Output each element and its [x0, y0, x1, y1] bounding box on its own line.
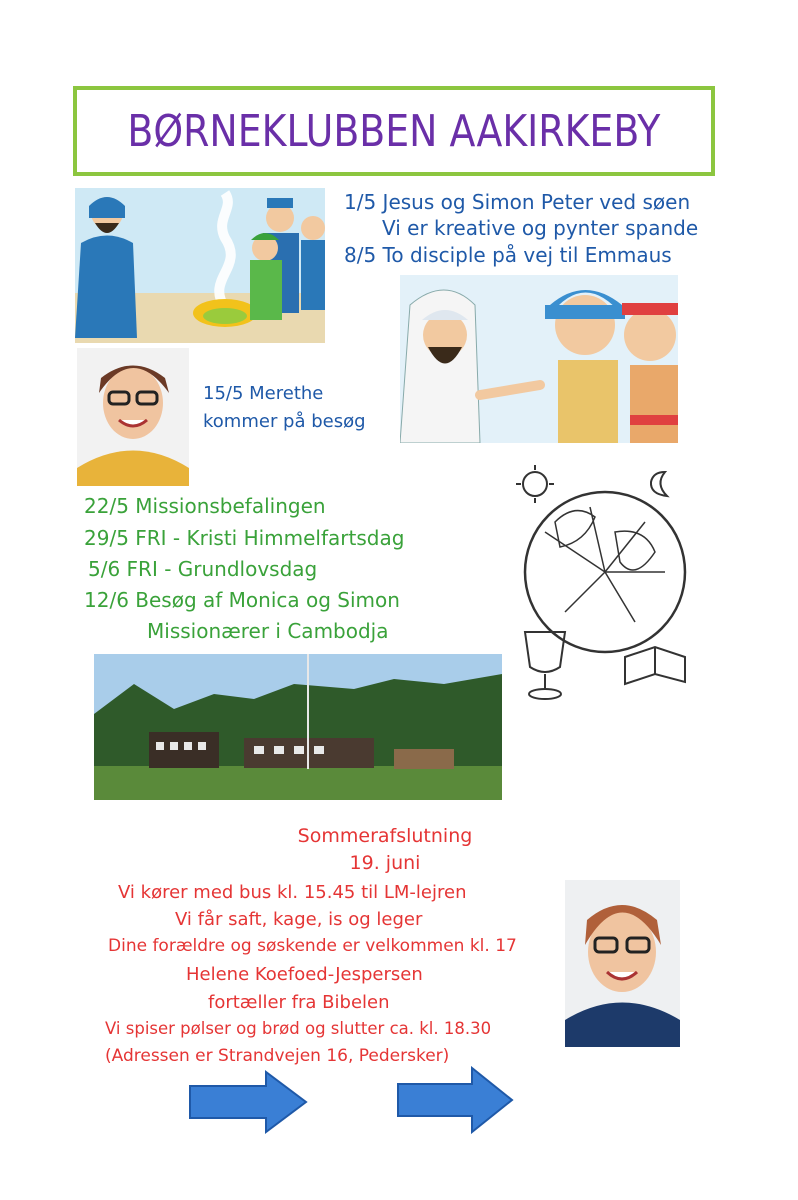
schedule-item-4: 29/5 FRI - Kristi Himmelfartsdag	[84, 526, 405, 550]
summer-line-5: fortæller fra Bibelen	[208, 992, 390, 1013]
arrow-right-icon	[396, 1066, 514, 1134]
title-banner	[73, 86, 715, 176]
summer-line-3: Dine forældre og søskende er velkommen kl. 17	[108, 936, 517, 956]
schedule-item-2: 8/5 To disciple på vej til Emmaus	[344, 243, 672, 267]
camp-photo	[94, 654, 502, 800]
summer-date: 19. juni	[349, 852, 421, 874]
helene-photo	[565, 880, 680, 1047]
cartoon-jesus-fire-image	[75, 188, 325, 343]
schedule-item-1: 1/5 Jesus og Simon Peter ved søen	[344, 190, 691, 214]
schedule-item-6: 12/6 Besøg af Monica og Simon	[84, 588, 400, 612]
visit-line-1: 15/5 Merethe	[203, 383, 324, 404]
schedule-item-6-note: Missionærer i Cambodja	[147, 619, 389, 643]
schedule-item-1-note: Vi er kreative og pynter spande	[382, 216, 699, 240]
summer-section	[160, 823, 610, 877]
cartoon-disciples-image	[400, 275, 678, 443]
schedule-item-5: 5/6 FRI - Grundlovsdag	[88, 557, 318, 581]
arrow-right-icon	[188, 1070, 308, 1134]
summer-line-7: (Adressen er Strandvejen 16, Pedersker)	[105, 1046, 450, 1066]
summer-line-1: Vi kører med bus kl. 15.45 til LM-lejren	[118, 882, 467, 903]
schedule-item-3: 22/5 Missionsbefalingen	[84, 494, 326, 518]
page-title: BØRNEKLUBBEN AAKIRKEBY	[127, 105, 661, 157]
summer-line-4: Helene Koefoed-Jespersen	[186, 964, 423, 985]
globe-drawing-image	[505, 462, 705, 707]
visit-line-2: kommer på besøg	[203, 411, 366, 432]
merethe-photo	[77, 348, 189, 486]
summer-line-6: Vi spiser pølser og brød og slutter ca. kl. 18.30	[105, 1019, 492, 1038]
summer-line-2: Vi får saft, kage, is og leger	[175, 909, 423, 930]
summer-heading: Sommerafslutning	[297, 825, 473, 847]
